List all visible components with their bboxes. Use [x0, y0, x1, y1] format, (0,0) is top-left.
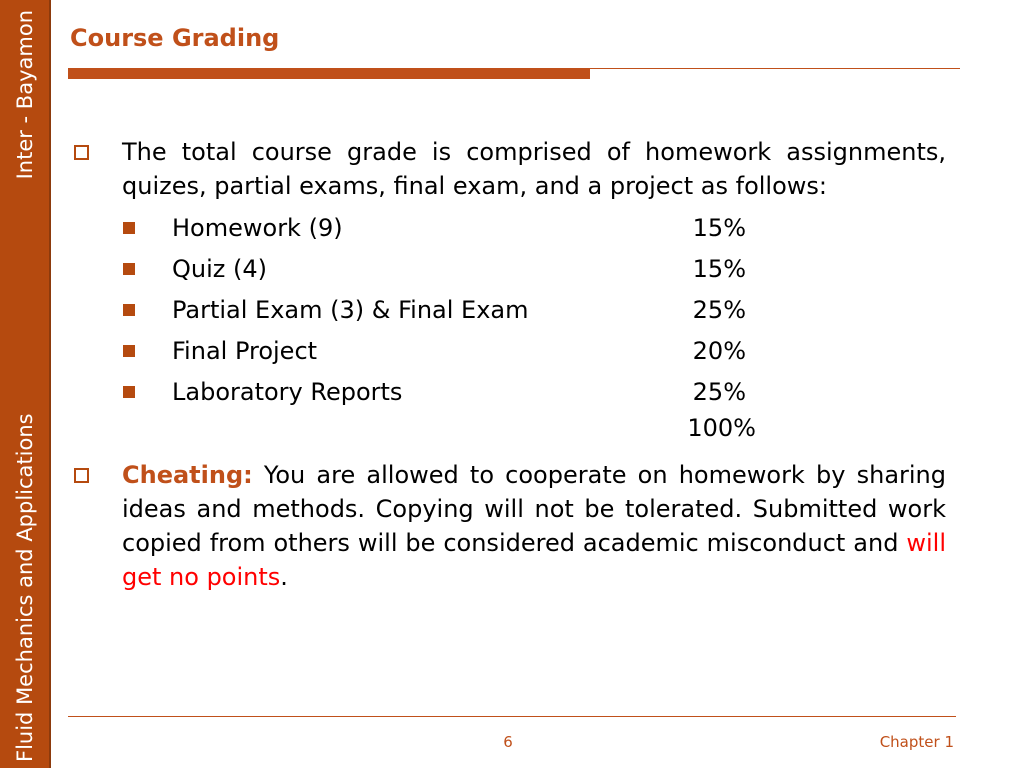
cheating-policy: [122, 458, 946, 594]
grading-item-percent: 20%: [692, 336, 746, 365]
filled-square-bullet-icon: [123, 386, 135, 398]
filled-square-bullet-icon: [123, 345, 135, 357]
chapter-label: Chapter 1: [879, 733, 954, 751]
grading-item-label: Final Project: [172, 336, 318, 365]
grading-item-percent: 15%: [692, 213, 746, 242]
hollow-square-bullet-icon: [74, 468, 89, 483]
institution-name: Inter - Bayamon: [13, 10, 37, 180]
slide-content: [74, 135, 946, 594]
grading-item-percent: 25%: [692, 295, 746, 324]
grading-total: 100%: [687, 414, 756, 442]
grading-point: [74, 135, 946, 203]
page-number: 6: [503, 733, 513, 751]
cheating-text: You are allowed to cooperate on homework by sharing ideas and methods. Copying will not be tolerated. Submitted work copied from others will be considered academic misconduct and: [122, 461, 946, 557]
slide-title: Course Grading: [70, 24, 280, 52]
filled-square-bullet-icon: [123, 304, 135, 316]
grading-total-row: [74, 412, 946, 444]
grading-item-project: [123, 330, 946, 371]
grading-item-quiz: [123, 248, 946, 289]
cheating-emphasis: will get no points: [122, 529, 946, 591]
grading-item-exams: [123, 289, 946, 330]
grading-item-percent: 25%: [692, 377, 746, 406]
filled-square-bullet-icon: [123, 263, 135, 275]
grading-breakdown: [123, 207, 946, 412]
grading-item-percent: 15%: [692, 254, 746, 283]
grading-item-label: Quiz (4): [172, 254, 267, 283]
title-underline-thick: [68, 68, 590, 79]
sidebar: [0, 0, 51, 768]
cheating-end: .: [280, 563, 288, 591]
grading-item-homework: [123, 207, 946, 248]
course-name: Fluid Mechanics and Applications: [13, 413, 37, 762]
sidebar-text: [13, 0, 37, 768]
grading-item-lab-reports: [123, 371, 946, 412]
hollow-square-bullet-icon: [74, 145, 89, 160]
cheating-label: Cheating:: [122, 461, 253, 489]
grading-intro: The total course grade is comprised of homework assignments, quizes, partial exams, final exam, and a project as follows:: [122, 138, 946, 200]
grading-item-label: Laboratory Reports: [172, 377, 403, 406]
title-underline-thin: [590, 68, 960, 69]
cheating-point: [74, 458, 946, 594]
grading-item-label: Homework (9): [172, 213, 343, 242]
filled-square-bullet-icon: [123, 222, 135, 234]
footer-divider: [68, 716, 956, 717]
grading-item-label: Partial Exam (3) & Final Exam: [172, 295, 529, 324]
